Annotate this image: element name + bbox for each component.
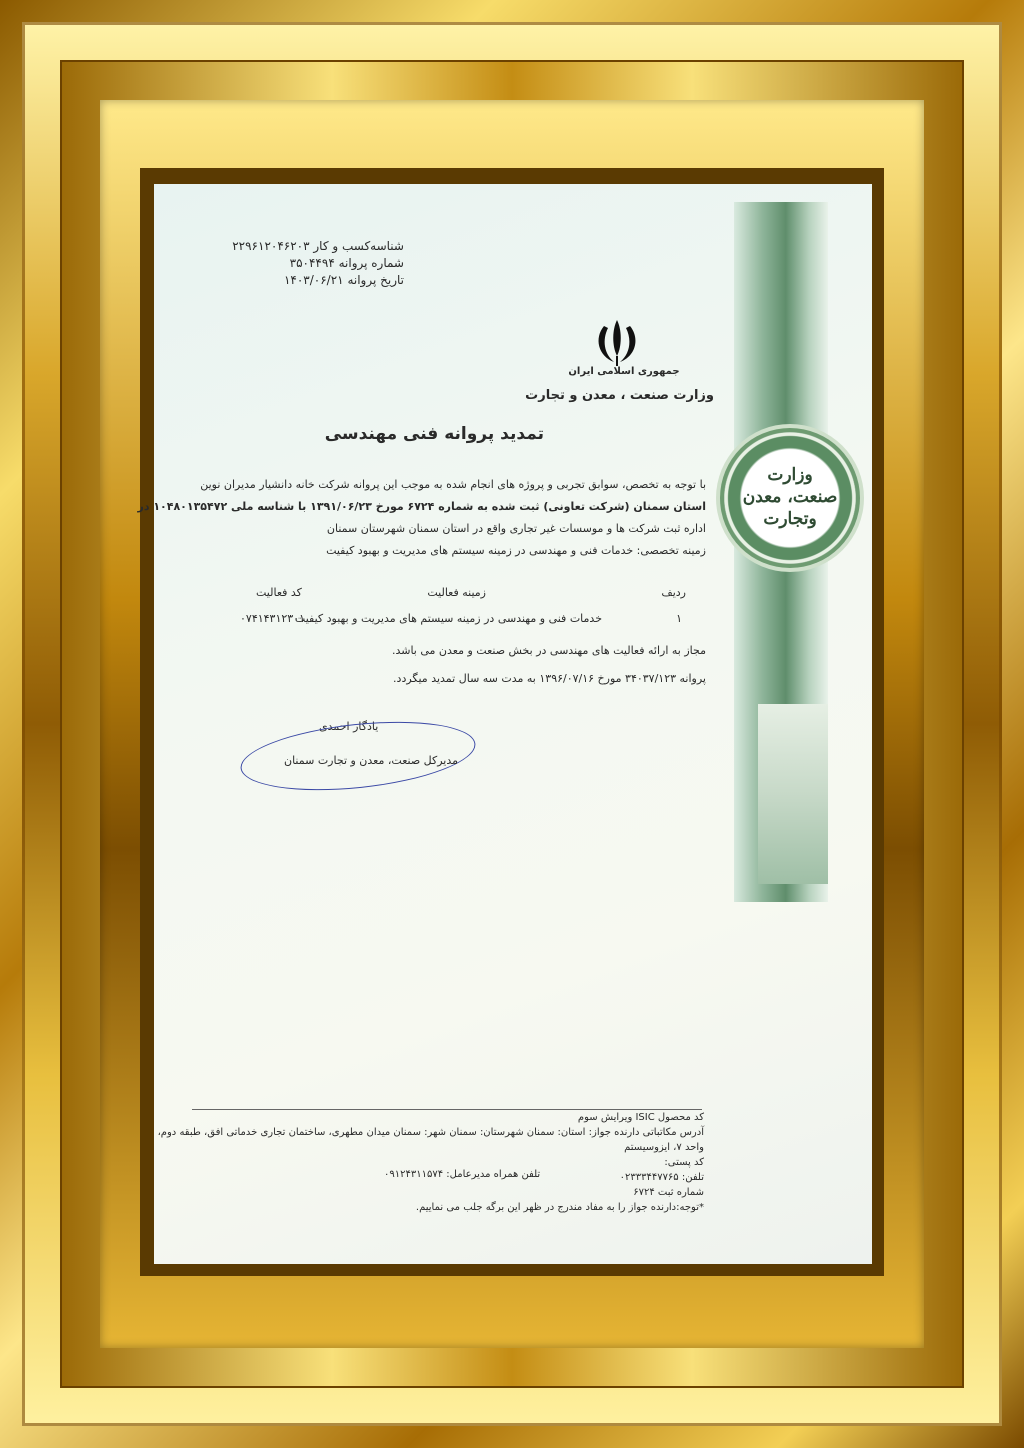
iran-emblem-icon (592, 316, 642, 370)
header-activity-field: زمینه فعالیت (427, 586, 486, 599)
footer-details (158, 1110, 704, 1215)
postal-code: کد پستی: (664, 1157, 704, 1168)
table-row-field: خدمات فنی و مهندسی در زمینه سیستم های مدیریت و بهبود کیفیت (294, 612, 602, 625)
isic-code: کد محصول ISIC ویرایش سوم (577, 1112, 704, 1123)
certificate-document (137, 184, 872, 1264)
body-line-1: با توجه به تخصص، سوابق تجربی و پروژه های انجام شده به موجب این پروانه شرکت خانه دانشیار مدیران نوین (200, 478, 706, 491)
phone-number: تلفن: ۰۲۳۳۳۴۴۷۷۶۵ (619, 1172, 704, 1183)
header-row-number: ردیف (661, 586, 686, 599)
signatory-name: یادگار احمدی (319, 720, 379, 733)
document-title: تمدید پروانه فنی مهندسی (324, 424, 544, 444)
seal-line-1: وزارت (767, 465, 813, 485)
seal-line-2: صنعت، معدن (742, 487, 838, 507)
license-number: شماره پروانه ۳۵۰۴۴۹۴ (289, 256, 404, 270)
table-row-code: ۰۷۴۱۴۳۱۲۳۰۱ (240, 612, 305, 625)
body-text (138, 474, 707, 562)
license-date: تاریخ پروانه ۱۴۰۳/۰۶/۲۱ (283, 273, 404, 287)
ministry-name: وزارت صنعت ، معدن و تجارت (525, 388, 714, 403)
ribbon-fold (758, 704, 828, 884)
table-row-number: ۱ (676, 612, 682, 625)
country-name: جمهوری اسلامی ایران (568, 366, 680, 377)
ministry-seal (724, 432, 856, 564)
address-line: آدرس مکاتباتی دارنده جواز: استان: سمنان شهرستان: سمنان شهر: سمنان میدان مطهری، ساختمان تجاری خدماتی افق، طبقه دوم، (157, 1127, 704, 1138)
signatory-title: مدیرکل صنعت، معدن و تجارت سمنان (284, 754, 459, 767)
license-meta (232, 238, 404, 289)
permission-statement: مجاز به ارائه فعالیت های مهندسی در بخش صنعت و معدن می باشد. (391, 644, 706, 657)
body-line-2: استان سمنان (شرکت تعاونی) ثبت شده به شماره ۶۷۲۴ مورخ ۱۳۹۱/۰۶/۲۳ با شناسه ملی ۱۰۴۸۰۱۳۵۴۷۲ در (137, 500, 706, 513)
body-line-4: زمینه تخصصی: خدمات فنی و مهندسی در زمینه سیستم های مدیریت و بهبود کیفیت (326, 544, 706, 557)
body-line-3: اداره ثبت شرکت ها و موسسات غیر تجاری واقع در استان سمنان شهرستان سمنان (326, 522, 706, 535)
renewal-statement: پروانه ۳۴۰۳۷/۱۲۳ مورخ ۱۳۹۶/۰۷/۱۶ به مدت سه سال تمدید میگردد. (393, 672, 706, 685)
header-activity-code: کد فعالیت (256, 586, 302, 599)
address-line-2: واحد ۷، ایزوسیستم (624, 1142, 704, 1153)
seal-line-3: وتجارت (763, 509, 817, 529)
business-id: شناسه‌کسب و کار ۲۲۹۶۱۲۰۴۶۲۰۳ (232, 239, 404, 253)
ceo-mobile: تلفن همراه مدیرعامل: ۰۹۱۲۴۳۱۱۵۷۴ (384, 1169, 541, 1180)
seal-text (724, 464, 856, 530)
registration-number: شماره ثبت ۶۷۲۴ (633, 1187, 704, 1198)
footer-note: *توجه:دارنده جواز را به مفاد مندرج در ظهر این برگه جلب می نماییم. (415, 1202, 704, 1213)
